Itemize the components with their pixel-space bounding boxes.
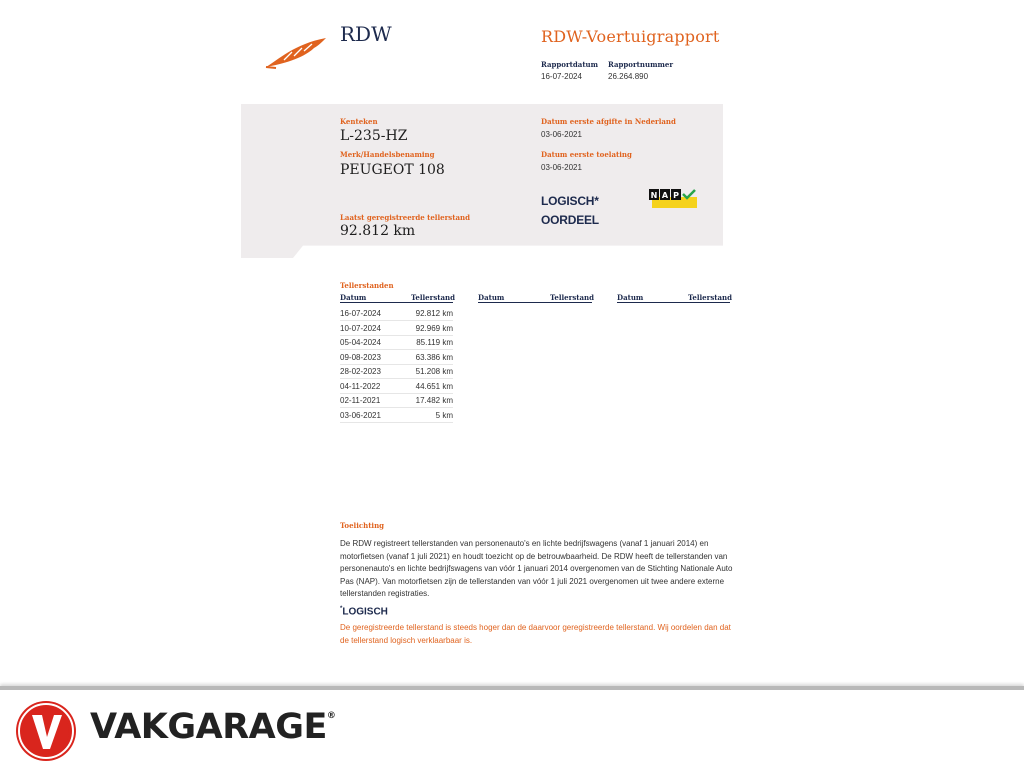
rdw-feather-logo-icon [264, 34, 330, 70]
vakgarage-brand [90, 707, 335, 747]
col-header-rule-2 [478, 302, 592, 303]
report-title: RDW-Voertuigrapport [541, 27, 720, 46]
vehicle-info-panel [241, 104, 723, 258]
first-registration-nl-label: Datum eerste afgifte in Nederland [541, 117, 676, 126]
row-date: 03-06-2021 [340, 411, 381, 420]
row-reading: 17.482 km [415, 396, 453, 405]
verdict-line-1: LOGISCH* [541, 194, 599, 208]
logisch-explanation: De geregistreerde tellerstand is steeds hoger dan de daarvoor geregistreerde tellerstand. Wij oordelen dan dat de tellerstand logisch verklaarbaar is. [340, 623, 731, 645]
nap-letter-n: N [650, 191, 658, 200]
logisch-marker: * [340, 606, 343, 612]
table-row [340, 335, 453, 350]
logisch-title: LOGISCH [342, 606, 388, 618]
make-value: PEUGEOT 108 [340, 162, 445, 178]
col-header-rule-1 [340, 302, 453, 303]
explanation-text: De RDW registreert tellerstanden van personenauto's en lichte bedrijfswagens (vanaf 1 januari 2014) en motorfietsen (vanaf 1 juli 2021) en houdt toezicht op de betrouwbaarheid. De RDW heeft de tellerstanden van personenauto's en lichte bedrijfswagens van vóór 1 januari 2014 overgenomen van de Stichting Nationale Auto Pas (NAP). Van motorfietsen zijn de tellerstanden van vóór 1 juli 2021 overgenomen uit twee andere externe tellerstanden registraties. [340, 539, 733, 598]
last-odometer-value: 92.812 km [340, 223, 416, 239]
row-date: 05-04-2024 [340, 338, 381, 347]
plate-value: L-235-HZ [340, 128, 408, 144]
table-row [340, 306, 453, 321]
logisch-heading [340, 606, 388, 617]
row-date: 04-11-2022 [340, 382, 381, 391]
report-number-value: 26.264.890 [608, 72, 649, 81]
registered-mark: ® [326, 711, 336, 721]
first-registration-nl-value: 03-06-2021 [541, 130, 582, 139]
last-odometer-label: Laatst geregistreerde tellerstand [340, 213, 470, 222]
table-row [340, 408, 453, 423]
col-header-reading-2: Tellerstand [550, 293, 595, 302]
odometer-verdict [541, 192, 599, 230]
row-reading: 85.119 km [416, 338, 453, 347]
explanation-title: Toelichting [340, 521, 385, 530]
col-header-date-1: Datum [340, 293, 367, 302]
row-reading: 92.969 km [415, 324, 453, 333]
row-reading: 44.651 km [415, 382, 453, 391]
table-row [340, 321, 453, 336]
col-header-date-3: Datum [617, 293, 644, 302]
table-row [340, 350, 453, 365]
col-header-date-2: Datum [478, 293, 505, 302]
org-name: RDW [340, 22, 392, 46]
row-reading: 63.386 km [415, 353, 453, 362]
vakgarage-v-logo-icon [14, 699, 78, 763]
table-row [340, 379, 453, 394]
row-date: 16-07-2024 [340, 309, 381, 318]
first-admission-label: Datum eerste toelating [541, 150, 632, 159]
nap-letter-a: A [661, 191, 669, 200]
first-admission-value: 03-06-2021 [541, 163, 582, 172]
row-reading: 51.208 km [415, 367, 453, 376]
row-reading: 5 km [435, 411, 453, 420]
nap-letter-p: P [673, 191, 679, 200]
col-header-reading-3: Tellerstand [688, 293, 733, 302]
row-reading: 92.812 km [415, 309, 453, 318]
odometer-table-title: Tellerstanden [340, 281, 394, 290]
vakgarage-wordmark: VAKGARAGE [90, 707, 327, 747]
report-date-label: Rapportdatum [541, 60, 599, 69]
col-header-rule-3 [617, 302, 730, 303]
row-date: 09-08-2023 [340, 353, 381, 362]
table-row [340, 364, 453, 379]
row-date: 28-02-2023 [340, 367, 381, 376]
nap-check-badge-icon [649, 189, 697, 209]
plate-label: Kenteken [340, 117, 378, 126]
table-row [340, 393, 453, 408]
col-header-reading-1: Tellerstand [411, 293, 456, 302]
make-label: Merk/Handelsbenaming [340, 150, 435, 159]
verdict-line-2: OORDEEL [541, 213, 599, 227]
row-date: 02-11-2021 [340, 396, 381, 405]
row-date: 10-07-2024 [340, 324, 381, 333]
report-date-value: 16-07-2024 [541, 72, 582, 81]
report-number-label: Rapportnummer [608, 60, 674, 69]
